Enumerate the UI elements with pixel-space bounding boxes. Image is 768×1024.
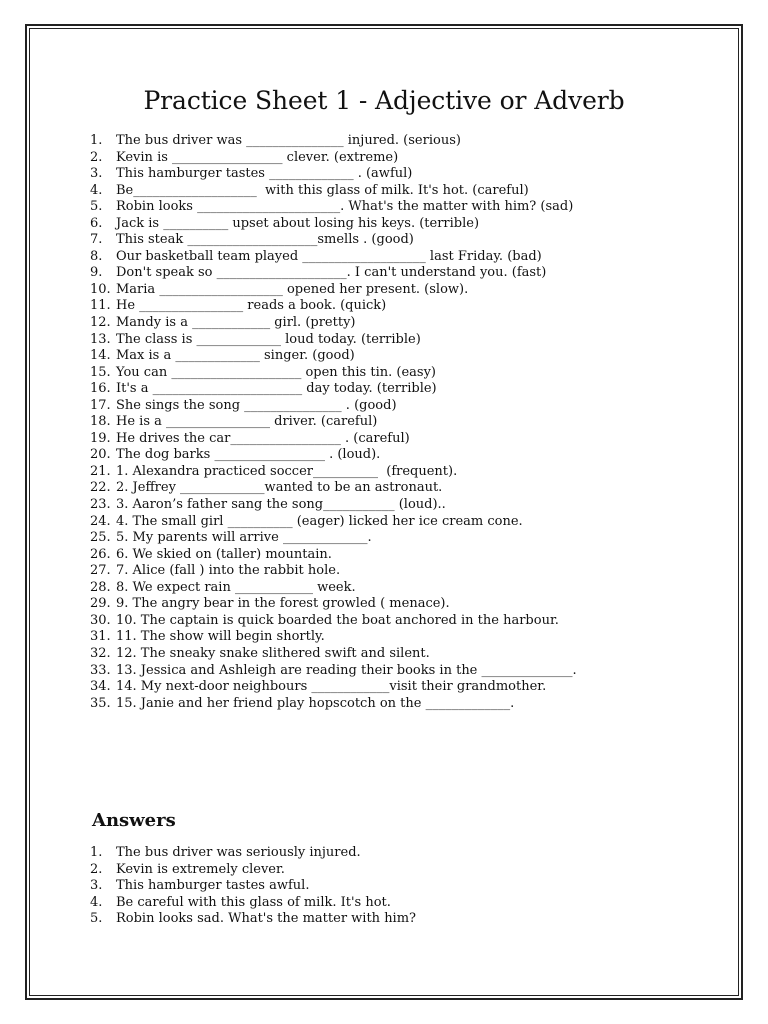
question-item-number: 29. (90, 596, 111, 612)
question-item-text: 3. Aaron’s father sang the song___________ (loud).. (116, 497, 446, 513)
question-item-text: 12. The sneaky snake slithered swift and silent. (116, 645, 430, 661)
question-item-number: 9. (90, 265, 103, 281)
question-item (78, 265, 577, 282)
question-item (78, 381, 577, 398)
question-item-text: He is a ________________ driver. (careful) (116, 414, 378, 430)
question-item-text: 15. Janie and her friend play hopscotch on the _____________. (116, 695, 515, 711)
answers-heading: Answers (92, 810, 176, 831)
question-item (78, 447, 577, 464)
question-item (78, 431, 577, 448)
question-item-text: The bus driver was _______________ injured. (serious) (116, 133, 461, 148)
question-item (78, 563, 577, 580)
question-item-number: 10. (90, 281, 111, 297)
question-item-text: Kevin is _________________ clever. (extreme) (116, 149, 399, 165)
question-item-number: 14. (90, 348, 111, 364)
question-item (78, 150, 577, 167)
answer-item (78, 878, 416, 895)
question-item (78, 232, 577, 249)
question-item-number: 27. (90, 563, 111, 579)
question-item (78, 282, 577, 299)
question-item-number: 8. (90, 248, 103, 264)
question-item (78, 216, 577, 233)
question-item-number: 7. (90, 232, 103, 248)
answer-item (78, 862, 416, 879)
question-item-text: 7. Alice (fall ) into the rabbit hole. (116, 563, 341, 579)
question-item-text: 1. Alexandra practiced soccer__________ (frequent). (116, 463, 458, 479)
question-item-number: 24. (90, 513, 111, 529)
question-item-text: Max is a _____________ singer. (good) (116, 348, 355, 364)
question-item-number: 30. (90, 612, 111, 628)
question-item-text: It's a _______________________ day today. (terrible) (116, 381, 437, 397)
question-item (78, 514, 577, 531)
question-item-text: 14. My next-door neighbours ____________visit their grandmother. (116, 679, 547, 695)
question-item (78, 547, 577, 564)
question-item (78, 629, 577, 646)
question-item (78, 679, 577, 696)
answer-item-text: Kevin is extremely clever. (116, 861, 285, 877)
question-item (78, 414, 577, 431)
question-item (78, 596, 577, 613)
question-item-text: 6. We skied on (taller) mountain. (116, 546, 332, 562)
question-item-text: 13. Jessica and Ashleigh are reading their books in the ______________. (116, 662, 577, 678)
question-item-number: 31. (90, 629, 111, 645)
page-title: Practice Sheet 1 - Adjective or Adverb (143, 86, 625, 115)
answer-item-text: This hamburger tastes awful. (116, 878, 310, 894)
question-item-number: 17. (90, 397, 111, 413)
answer-item-text: Robin looks sad. What's the matter with him? (116, 911, 417, 927)
answer-item-text: Be careful with this glass of milk. It's hot. (116, 894, 391, 910)
question-item-text: The class is _____________ loud today. (terrible) (116, 331, 421, 347)
question-item-text: 9. The angry bear in the forest growled ( menace). (116, 596, 450, 612)
answer-item (78, 911, 416, 928)
question-item-text: 5. My parents will arrive _____________. (116, 530, 372, 546)
question-item-number: 11. (90, 298, 111, 314)
question-item (78, 497, 577, 514)
question-item-text: Robin looks ______________________. What's the matter with him? (sad) (116, 199, 574, 215)
question-item-text: Don't speak so ____________________. I can't understand you. (fast) (116, 265, 547, 281)
question-item (78, 663, 577, 680)
question-item-number: 2. (90, 149, 103, 165)
question-item-text: 2. Jeffrey _____________wanted to be an astronaut. (116, 480, 443, 496)
answer-item (78, 895, 416, 912)
question-item-number: 32. (90, 645, 111, 661)
question-item-number: 16. (90, 381, 111, 397)
question-item-text: He ________________ reads a book. (quick) (116, 298, 387, 314)
question-item-number: 19. (90, 430, 111, 446)
question-item-number: 21. (90, 463, 111, 479)
question-item-number: 33. (90, 662, 111, 678)
question-item-number: 15. (90, 364, 111, 380)
question-item-number: 22. (90, 480, 111, 496)
question-item (78, 613, 577, 630)
question-item (78, 580, 577, 597)
question-item-number: 28. (90, 579, 111, 595)
answer-item-number: 2. (90, 861, 103, 877)
question-item-number: 3. (90, 166, 103, 182)
question-item-text: Maria ___________________ opened her present. (slow). (116, 281, 469, 297)
question-item-text: This hamburger tastes _____________ . (awful) (116, 166, 413, 182)
question-item-text: She sings the song _______________ . (good) (116, 397, 397, 413)
question-item (78, 199, 577, 216)
question-item-number: 13. (90, 331, 111, 347)
answer-list (78, 845, 416, 928)
question-item-number: 4. (90, 182, 103, 198)
question-item-number: 35. (90, 695, 111, 711)
question-item-text: Jack is __________ upset about losing his keys. (terrible) (116, 215, 480, 231)
question-item (78, 332, 577, 349)
question-item (78, 696, 577, 713)
question-item-number: 34. (90, 679, 111, 695)
question-item-text: This steak ____________________smells . (good) (116, 232, 414, 248)
question-item (78, 133, 577, 150)
question-item-text: Be___________________ with this glass of milk. It's hot. (careful) (116, 182, 529, 198)
question-item (78, 315, 577, 332)
question-item-text: Our basketball team played ___________________ last Friday. (bad) (116, 248, 542, 264)
answer-item-number: 4. (90, 894, 103, 910)
question-item-text: 10. The captain is quick boarded the boat anchored in the harbour. (116, 612, 559, 628)
question-item (78, 348, 577, 365)
question-item (78, 464, 577, 481)
question-item-text: 4. The small girl __________ (eager) licked her ice cream cone. (116, 513, 523, 529)
question-item-text: 8. We expect rain ____________ week. (116, 579, 356, 595)
question-item-number: 25. (90, 530, 111, 546)
question-item-text: 11. The show will begin shortly. (116, 629, 325, 645)
question-item-text: He drives the car_________________ . (careful) (116, 430, 410, 446)
question-item-number: 6. (90, 215, 103, 231)
answer-item-number: 3. (90, 878, 103, 894)
question-item-text: You can ____________________ open this tin. (easy) (116, 364, 436, 380)
question-item-text: The dog barks _________________ . (loud). (116, 447, 381, 463)
question-item-number: 23. (90, 497, 111, 513)
answer-item-number: 5. (90, 911, 103, 927)
question-item-number: 20. (90, 447, 111, 463)
question-item-number: 26. (90, 546, 111, 562)
question-item-number: 1. (90, 133, 103, 148)
question-item-text: Mandy is a ____________ girl. (pretty) (116, 315, 356, 331)
answer-item-text: The bus driver was seriously injured. (116, 845, 361, 860)
question-item (78, 646, 577, 663)
question-item-number: 18. (90, 414, 111, 430)
question-item (78, 365, 577, 382)
question-list (78, 133, 577, 712)
question-item (78, 166, 577, 183)
question-item (78, 480, 577, 497)
question-item (78, 398, 577, 415)
question-item (78, 298, 577, 315)
question-item (78, 530, 577, 547)
question-item (78, 249, 577, 266)
answer-item-number: 1. (90, 845, 103, 860)
question-item-number: 5. (90, 199, 103, 215)
question-item (78, 183, 577, 200)
answer-item (78, 845, 416, 862)
question-item-number: 12. (90, 315, 111, 331)
